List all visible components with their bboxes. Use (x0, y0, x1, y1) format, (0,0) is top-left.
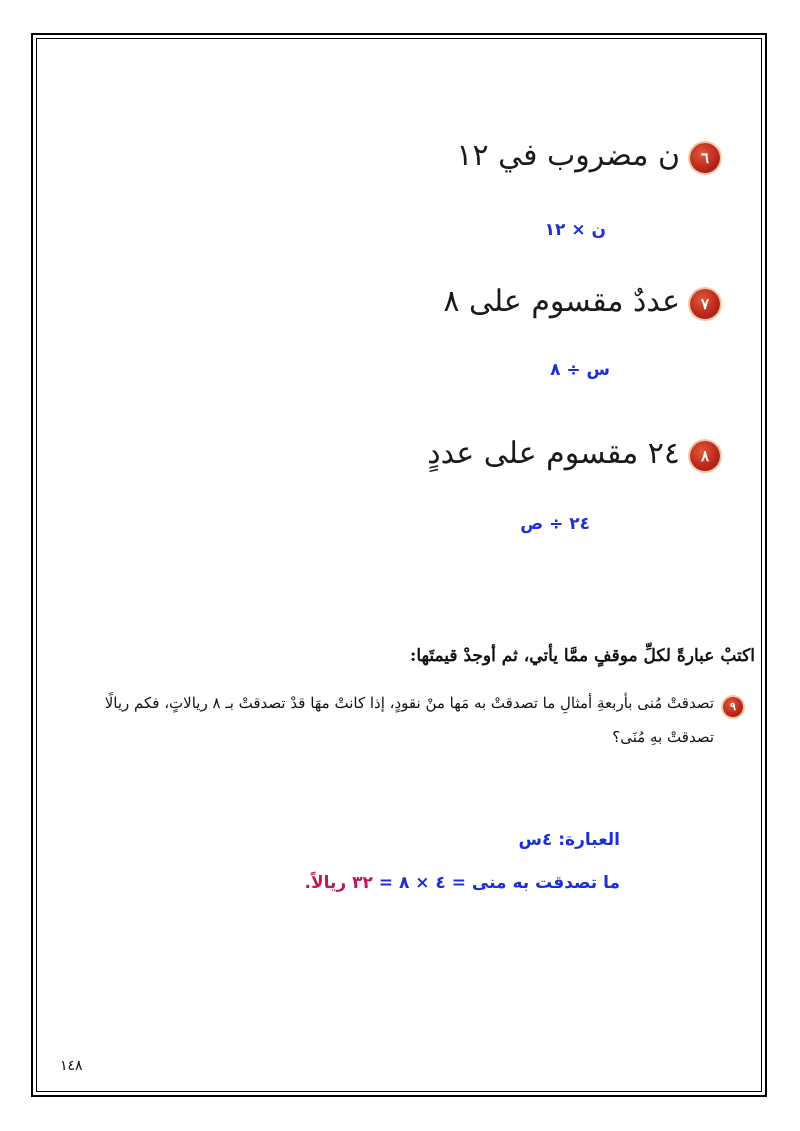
solution-result: ٣٢ ريالاً. (304, 873, 373, 893)
page-number: ١٤٨ (60, 1058, 83, 1074)
solution-calculation (304, 873, 620, 893)
exercise-7-text: عددٌ مقسوم على ٨ (443, 284, 680, 319)
solution-calc-prefix: ما تصدقت به منى = ٤ × ٨ = (372, 873, 620, 893)
problem-9-line-2: تصدقتْ بهِ مُنَى؟ (612, 728, 714, 746)
exercise-7-answer: س ÷ ٨ (550, 360, 610, 380)
exercise-8-answer: ٢٤ ÷ ص (520, 514, 590, 534)
exercise-8-text: ٢٤ مقسوم على عددٍ (427, 436, 680, 471)
exercise-6-text: ن مضروب في ١٢ (456, 138, 680, 173)
page-border-inner (36, 38, 762, 1092)
solution-expression: العبارة: ٤س (518, 830, 620, 850)
problem-9-badge: ٩ (723, 697, 743, 717)
section-instruction: اكتبْ عبارةً لكلِّ موقفٍ ممَّا يأتي، ثم أوجدْ قيمتَها: (410, 646, 755, 666)
exercise-6-badge: ٦ (690, 143, 720, 173)
problem-9-line-1: تصدقتْ مُنى بأربعةِ أمثالِ ما تصدقتْ به مَها منْ نقودٍ، إذا كانتْ مهَا قدْ تصدقتْ بـ ٨ ريالاتٍ، فكم ريالًا (104, 694, 714, 712)
exercise-8-badge: ٨ (690, 441, 720, 471)
exercise-7-badge: ٧ (690, 289, 720, 319)
exercise-6-answer: ن × ١٢ (544, 220, 606, 240)
